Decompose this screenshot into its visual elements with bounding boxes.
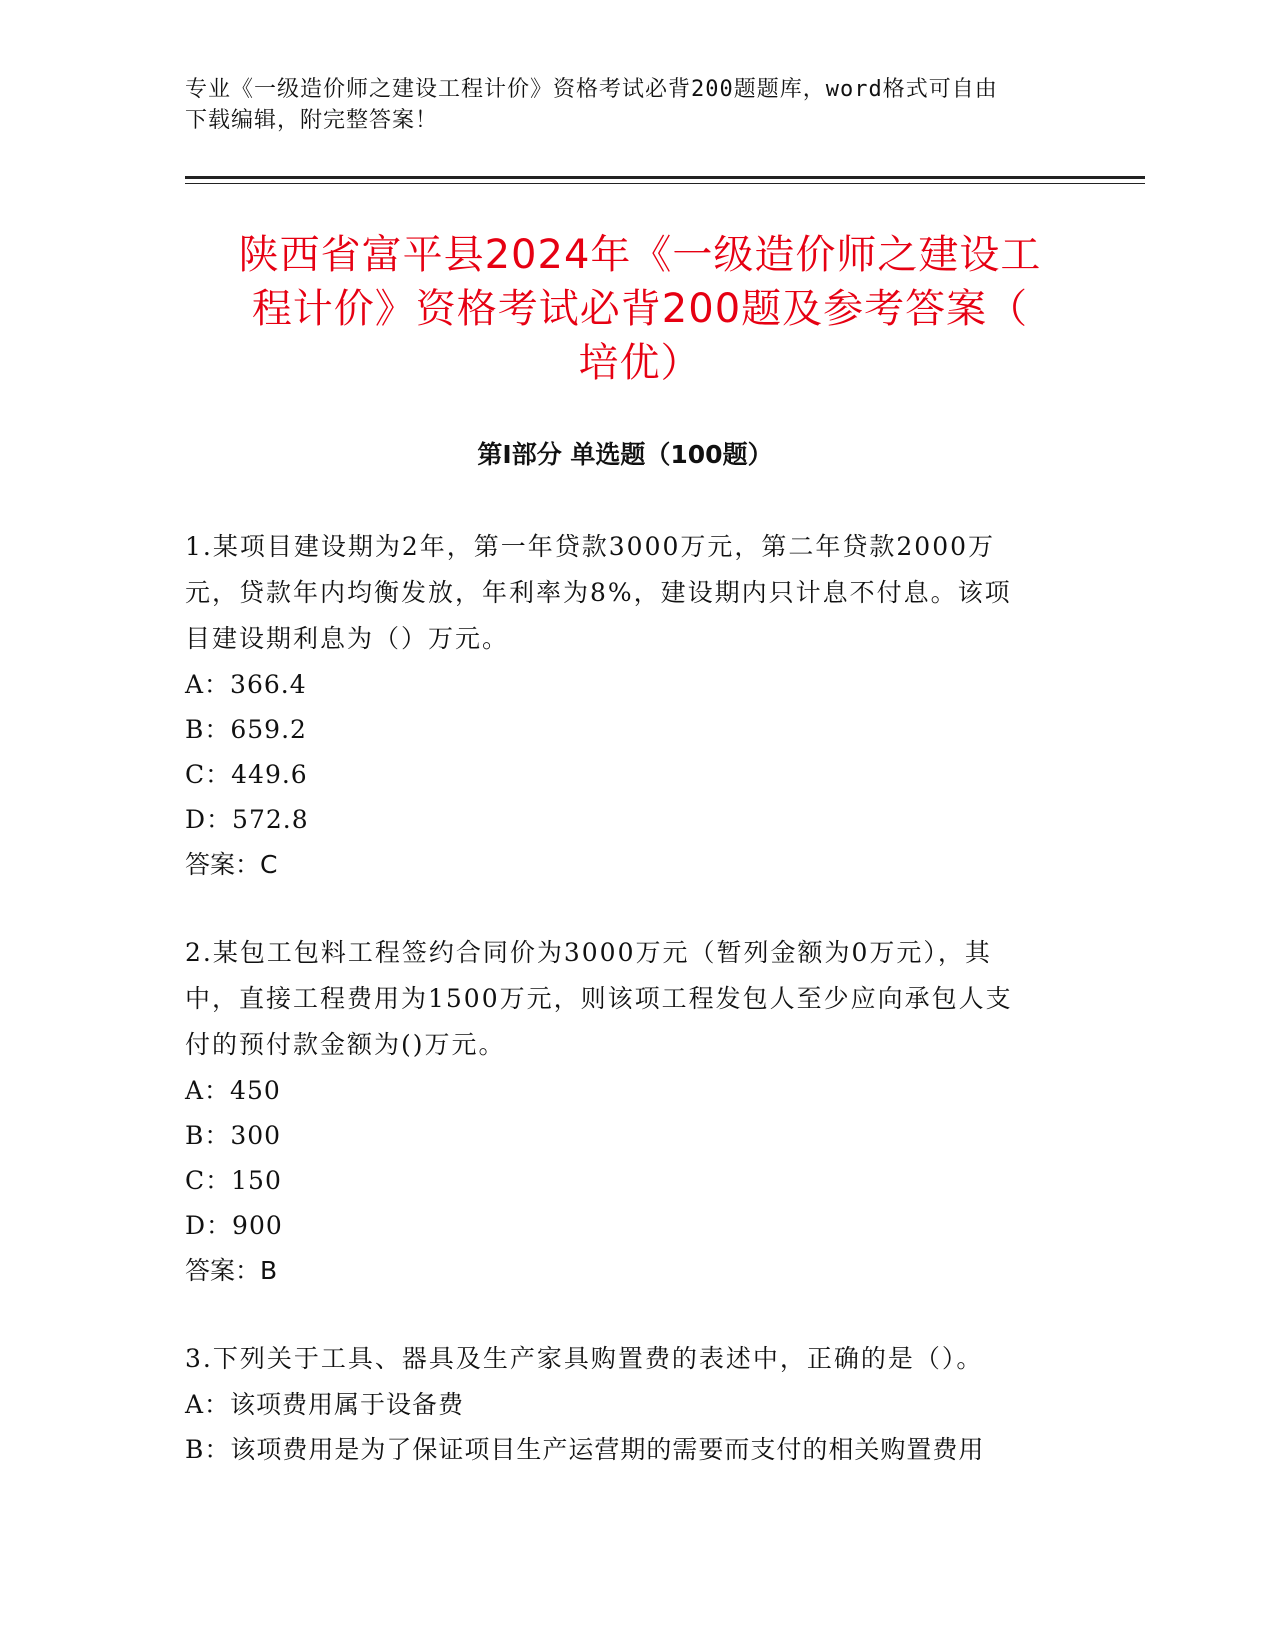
header-note-line: 专业《一级造价师之建设工程计价》资格考试必背200题题库，word格式可自由 <box>185 77 998 102</box>
option-a: A：366.4 <box>185 670 307 699</box>
header-divider-thick <box>185 176 1145 179</box>
title-line: 培优） <box>578 340 702 386</box>
question-stem-line: 目建设期利息为（）万元。 <box>185 624 510 653</box>
option-b: B：659.2 <box>185 715 307 744</box>
question-stem-line: 中，直接工程费用为1500万元，则该项工程发包人至少应向承包人支 <box>185 984 1013 1013</box>
option-d: D：900 <box>185 1211 283 1240</box>
question-stem-line: 付的预付款金额为()万元。 <box>185 1030 506 1059</box>
question-1 <box>185 524 1075 887</box>
option-a: A：450 <box>185 1076 281 1105</box>
option-a: A：该项费用属于设备费 <box>185 1390 465 1419</box>
title-line: 陕西省富平县2024年《一级造价师之建设工 <box>238 232 1042 278</box>
option-c: C：150 <box>185 1166 282 1195</box>
header-note-line: 下载编辑，附完整答案！ <box>185 108 439 133</box>
document-title <box>165 228 1115 390</box>
section-heading: 第I部分 单选题（100题） <box>477 440 773 469</box>
question-stem-line: 2.某包工包料工程签约合同价为3000万元（暂列金额为0万元），其 <box>185 938 992 967</box>
question-stem-line: 1.某项目建设期为2年，第一年贷款3000万元，第二年贷款2000万 <box>185 532 996 561</box>
question-2 <box>185 930 1075 1293</box>
option-d: D：572.8 <box>185 805 309 834</box>
answer-label: 答案：C <box>185 850 278 879</box>
question-3 <box>185 1336 1075 1472</box>
title-line: 程计价》资格考试必背200题及参考答案（ <box>251 286 1029 332</box>
question-stem-line: 3.下列关于工具、器具及生产家具购置费的表述中，正确的是（）。 <box>185 1344 984 1373</box>
answer-label: 答案：B <box>185 1256 278 1285</box>
option-b: B：300 <box>185 1121 282 1150</box>
header-note <box>185 74 1065 136</box>
question-stem-line: 元，贷款年内均衡发放，年利率为8%，建设期内只计息不付息。该项 <box>185 578 1012 607</box>
option-b: B：该项费用是为了保证项目生产运营期的需要而支付的相关购置费用 <box>185 1435 985 1464</box>
option-c: C：449.6 <box>185 760 308 789</box>
header-divider-thin <box>185 183 1145 184</box>
